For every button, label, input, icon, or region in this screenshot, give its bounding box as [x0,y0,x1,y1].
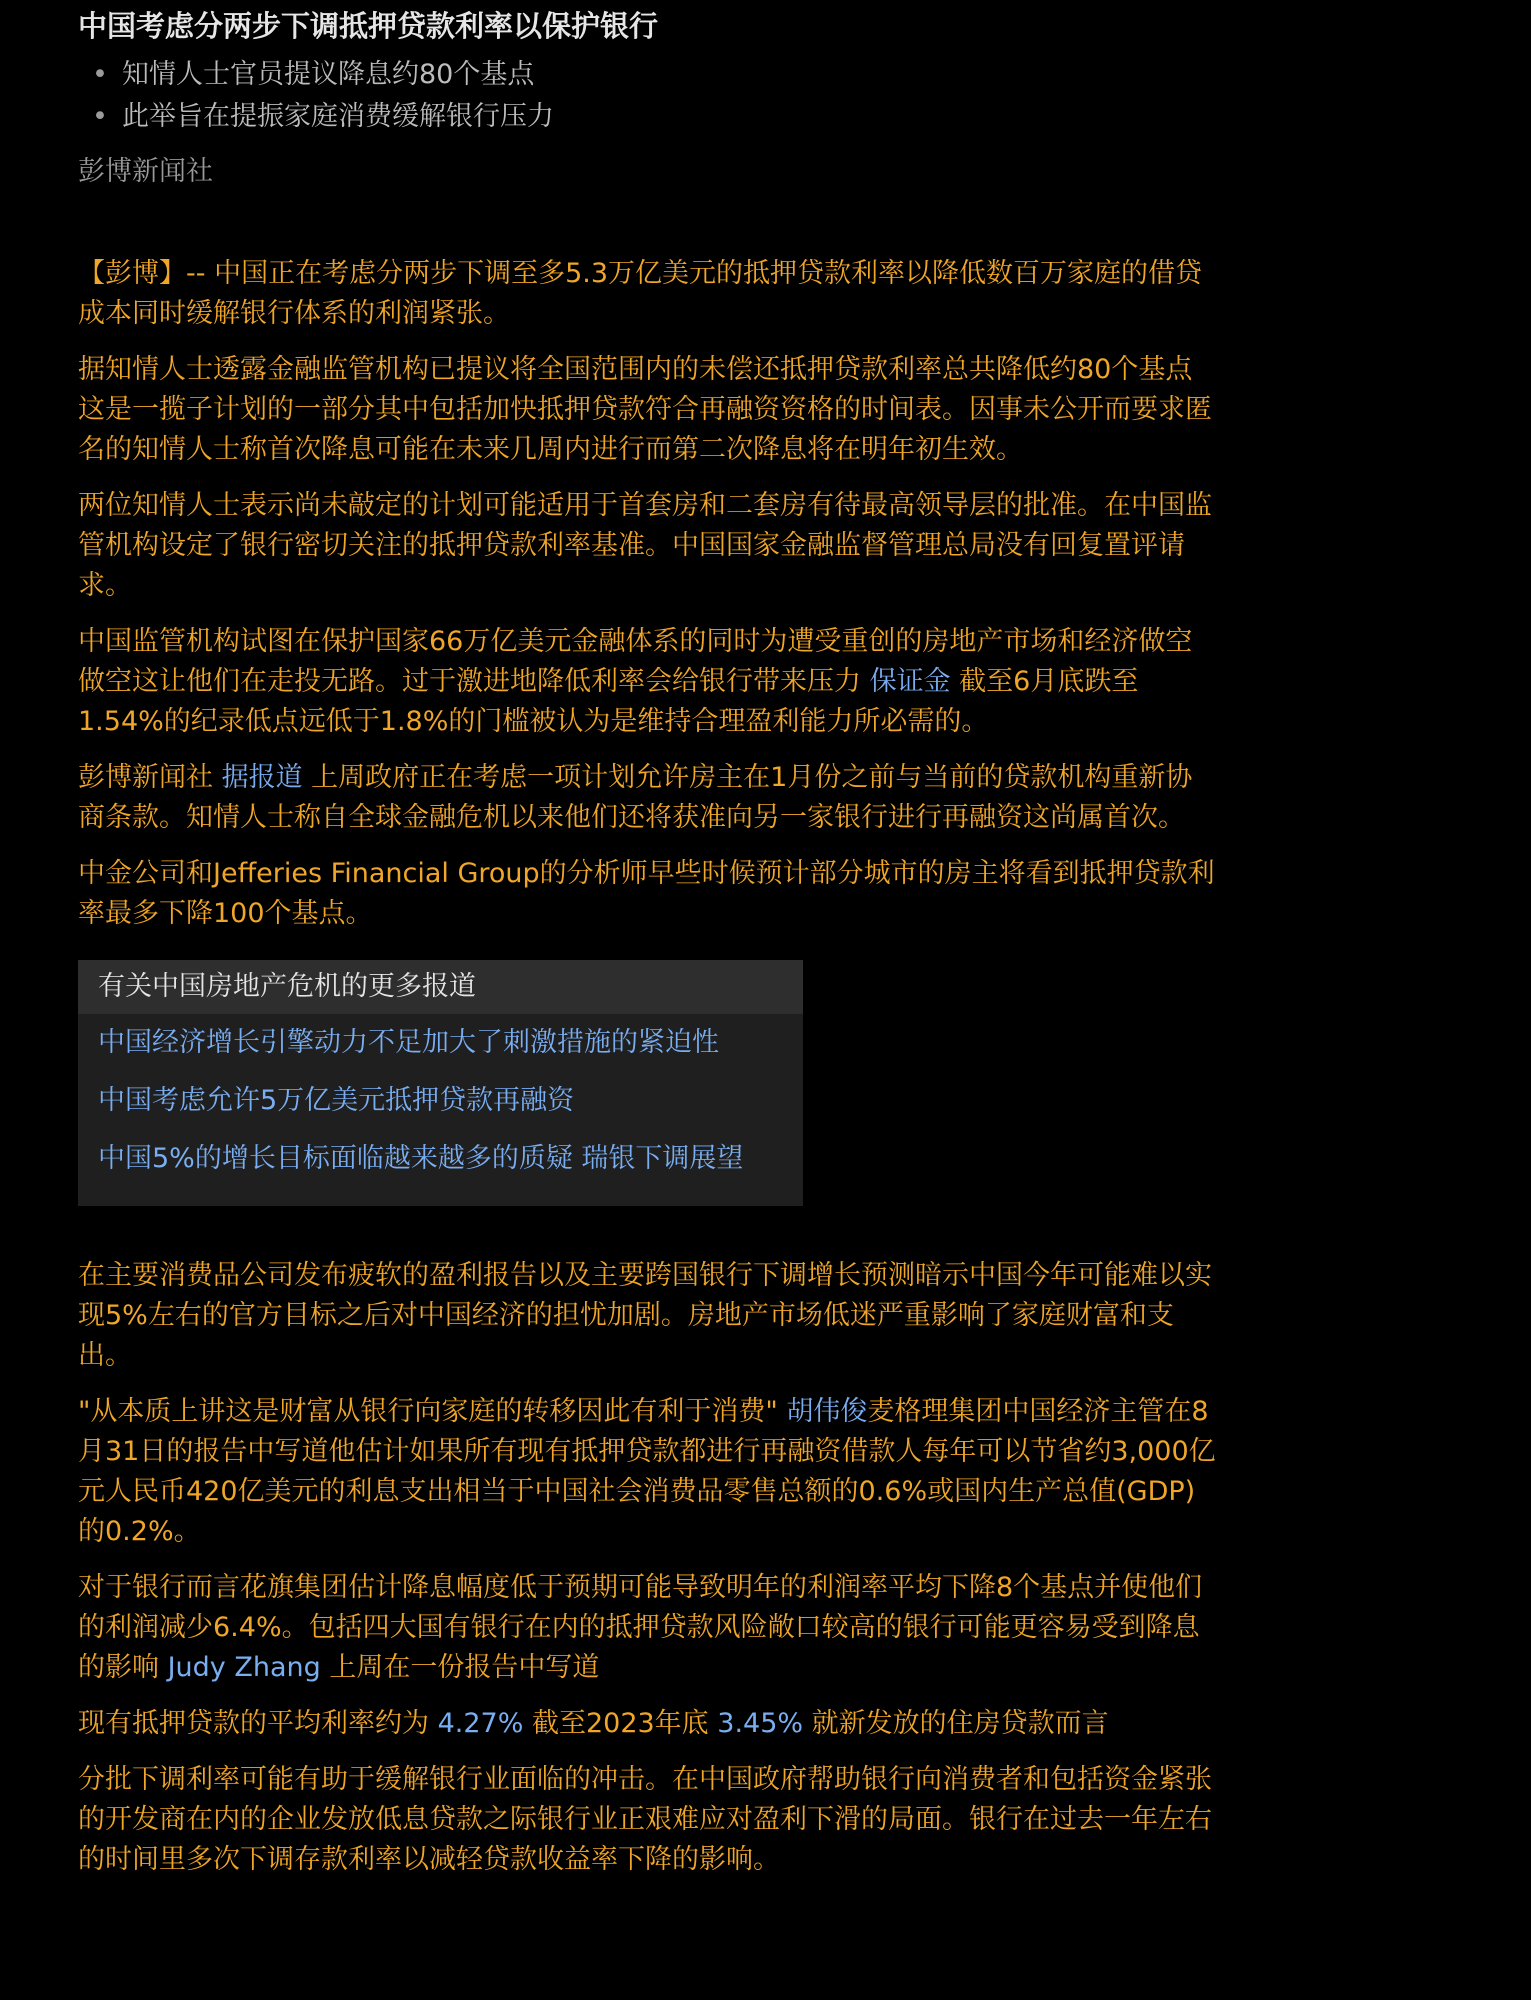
article-source: 彭博新闻社 [78,156,213,187]
paragraph-text: 截至2023年底 [523,1708,718,1739]
related-stories-title: 有关中国房地产危机的更多报道 [78,960,803,1014]
article-headline: 中国考虑分两步下调抵押贷款利率以保护银行 [78,9,659,43]
paragraph-5 [78,758,1218,838]
paragraph-text: "从本质上讲这是财富从银行向家庭的转移因此有利于消费" [78,1396,787,1427]
paragraph-10 [78,1704,1218,1744]
paragraph-3: 两位知情人士表示尚未敲定的计划可能适用于首套房和二套房有待最高领导层的批准。在中国监管机构设定了银行密切关注的抵押贷款利率基准。中国国家金融监督管理总局没有回复置评请求。 [78,490,1212,601]
rate-link[interactable]: 3.45% [717,1708,804,1739]
paragraph-11: 分批下调利率可能有助于缓解银行业面临的冲击。在中国政府帮助银行向消费者和包括资金紧张的开发商在内的企业发放低息贷款之际银行业正艰难应对盈利下滑的局面。银行在过去一年左右的时间里多次下调存款利率以减轻贷款收益率下降的影响。 [78,1764,1212,1875]
paragraph-6: 中金公司和Jefferies Financial Group的分析师早些时候预计部分城市的房主将看到抵押贷款利率最多下降100个基点。 [78,858,1215,929]
paragraph-4 [78,622,1218,742]
bullet-dot-icon: • [92,101,108,132]
report-link[interactable]: 据报道 [221,762,303,793]
paragraph-text: 彭博新闻社 [78,762,222,793]
summary-bullet-text: 知情人士官员提议降息约80个基点 [122,59,535,90]
article-body [78,254,1218,1880]
summary-bullet-text: 此举旨在提振家庭消费缓解银行压力 [122,101,554,132]
related-story-link[interactable]: 中国考虑允许5万亿美元抵押贷款再融资 [98,1085,575,1116]
paragraph-1: 【彭博】-- 中国正在考虑分两步下调至多5.3万亿美元的抵押贷款利率以降低数百万家庭的借贷成本同时缓解银行体系的利润紧张。 [78,258,1203,329]
paragraph-text: 上周政府正在考虑一项计划允许房主在1月份之前与当前的贷款机构重新协商条款。知情人士称自全球金融危机以来他们还将获准向另一家银行进行再融资这尚属首次。 [78,762,1193,833]
related-story-link[interactable]: 中国经济增长引擎动力不足加大了刺激措施的紧迫性 [98,1027,719,1058]
bullet-dot-icon: • [92,59,108,90]
paragraph-7: 在主要消费品公司发布疲软的盈利报告以及主要跨国银行下调增长预测暗示中国今年可能难以实现5%左右的官方目标之后对中国经济的担忧加剧。房地产市场低迷严重影响了家庭财富和支出。 [78,1260,1212,1371]
paragraph-text: 就新发放的住房贷款而言 [803,1708,1109,1739]
margin-link[interactable]: 保证金 [869,666,951,697]
summary-bullet [92,96,1218,138]
summary-bullet [92,54,1218,96]
paragraph-text: 现有抵押贷款的平均利率约为 [78,1708,438,1739]
analyst-link[interactable]: Judy Zhang [167,1652,321,1683]
related-story-link[interactable]: 中国5%的增长目标面临越来越多的质疑 瑞银下调展望 [98,1143,744,1174]
paragraph-9 [78,1568,1218,1688]
paragraph-text: 上周在一份报告中写道 [320,1652,600,1683]
related-stories-box [78,960,803,1206]
summary-bullets [78,54,1218,138]
rate-link[interactable]: 4.27% [437,1708,524,1739]
paragraph-text: 截至6月底跌至1.54%的纪录低点远低于1.8%的门槛被认为是维持合理盈利能力所必需的。 [78,666,1139,737]
person-link[interactable]: 胡伟俊 [786,1396,868,1427]
article [78,0,1218,1896]
paragraph-text: 中国监管机构试图在保护国家66万亿美元金融体系的同时为遭受重创的房地产市场和经济做空做空这让他们在走投无路。过于激进地降低利率会给银行带来压力 [78,626,1193,697]
paragraph-8 [78,1392,1218,1552]
paragraph-2: 据知情人士透露金融监管机构已提议将全国范围内的未偿还抵押贷款利率总共降低约80个基点这是一揽子计划的一部分其中包括加快抵押贷款符合再融资资格的时间表。因事未公开而要求匿名的知情人士称首次降息可能在未来几周内进行而第二次降息将在明年初生效。 [78,354,1212,465]
paragraph-text: 麦格理集团中国经济主管在8月31日的报告中写道他估计如果所有现有抵押贷款都进行再融资借款人每年可以节省约3,000亿元人民币420亿美元的利息支出相当于中国社会消费品零售总额的0.6%或国内生产总值(GDP)的0.2%。 [78,1396,1216,1547]
paragraph-text: 对于银行而言花旗集团估计降息幅度低于预期可能导致明年的利润率平均下降8个基点并使他们的利润减少6.4%。包括四大国有银行在内的抵押贷款风险敞口较高的银行可能更容易受到降息的影响 [78,1572,1203,1683]
